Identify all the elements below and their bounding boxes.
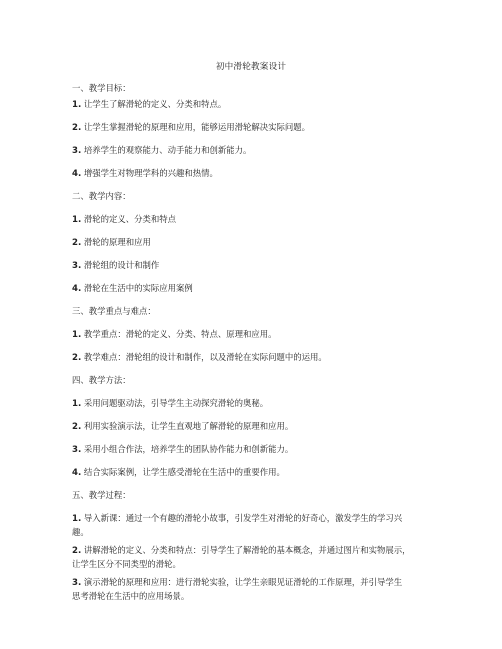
- item-text: 培养学生的观察能力、动手能力和创新能力。: [83, 145, 252, 155]
- list-item: [72, 328, 434, 342]
- item-text: 滑轮组的设计和制作: [83, 260, 160, 270]
- list-item: [72, 576, 434, 590]
- section-heading-key-points: 三、教学重点与难点：: [72, 306, 156, 316]
- list-item: [72, 98, 434, 112]
- section-heading-process: 五、教学过程：: [72, 490, 131, 500]
- list-item: [72, 282, 434, 296]
- item-number: 1.: [72, 215, 82, 225]
- item-number: 2.: [72, 546, 82, 556]
- item-number: 1.: [72, 514, 82, 524]
- item-number: 4.: [72, 468, 82, 478]
- item-number: 3.: [72, 261, 82, 271]
- item-text: 采用小组合作法，培养学生的团队协作能力和创新能力。: [83, 444, 294, 454]
- item-number: 3.: [72, 578, 82, 588]
- item-number: 3.: [72, 445, 82, 455]
- item-number: 1.: [72, 399, 82, 409]
- item-text: 演示滑轮的原理和应用：进行滑轮实验，让学生亲眼见证滑轮的工作原理，并引导学生: [83, 577, 403, 587]
- list-item: [72, 213, 434, 227]
- item-number: 3.: [72, 146, 82, 156]
- item-text: 采用问题驱动法，引导学生主动探究滑轮的奥秘。: [83, 398, 269, 408]
- item-text: 增强学生对物理学科的兴趣和热情。: [83, 168, 218, 178]
- item-text: 滑轮的定义、分类和特点: [83, 214, 177, 224]
- item-text: 滑轮的原理和应用: [83, 237, 151, 247]
- item-number: 2.: [72, 353, 82, 363]
- item-text: 利用实验演示法，让学生直观地了解滑轮的原理和应用。: [83, 421, 294, 431]
- list-item: [72, 121, 434, 135]
- list-item: [72, 420, 434, 434]
- list-item: [72, 397, 434, 411]
- list-item: [72, 466, 434, 480]
- item-number: 2.: [72, 123, 82, 133]
- item-text: 结合实际案例，让学生感受滑轮在生活中的重要作用。: [83, 467, 285, 477]
- item-text: 教学重点：滑轮的定义、分类、特点、原理和应用。: [83, 329, 277, 339]
- list-item: [72, 443, 434, 457]
- list-item: [72, 512, 434, 526]
- section-heading-content: 二、教学内容：: [72, 191, 131, 201]
- item-number: 2.: [72, 238, 82, 248]
- section-heading-methods: 四、教学方法：: [72, 375, 131, 385]
- list-item-continuation: 思考滑轮在生活中的应用场景。: [72, 591, 190, 601]
- list-item-continuation: 趣。: [72, 527, 89, 537]
- item-text: 让学生掌握滑轮的原理和应用，能够运用滑轮解决实际问题。: [83, 122, 311, 132]
- item-text: 滑轮在生活中的实际应用案例: [83, 283, 193, 293]
- list-item: [72, 167, 434, 181]
- list-item: [72, 259, 434, 273]
- item-text: 讲解滑轮的定义、分类和特点：引导学生了解滑轮的基本概念，并通过图片和实物展示，: [83, 545, 411, 555]
- list-item-continuation: 让学生区分不同类型的滑轮。: [72, 559, 181, 569]
- item-number: 1.: [72, 330, 82, 340]
- item-text: 导入新课：通过一个有趣的滑轮小故事，引发学生对滑轮的好奇心，激发学生的学习兴: [83, 513, 403, 523]
- document-title: 初中滑轮教案设计: [215, 62, 287, 72]
- item-number: 2.: [72, 422, 82, 432]
- list-item: [72, 144, 434, 158]
- item-number: 4.: [72, 169, 82, 179]
- item-text: 教学难点：滑轮组的设计和制作，以及滑轮在实际问题中的运用。: [83, 352, 327, 362]
- list-item: [72, 544, 434, 558]
- list-item: [72, 351, 434, 365]
- list-item: [72, 236, 434, 250]
- section-heading-objectives: 一、教学目标：: [72, 83, 131, 93]
- item-text: 让学生了解滑轮的定义、分类和特点。: [83, 99, 227, 109]
- item-number: 1.: [72, 100, 82, 110]
- item-number: 4.: [72, 284, 82, 294]
